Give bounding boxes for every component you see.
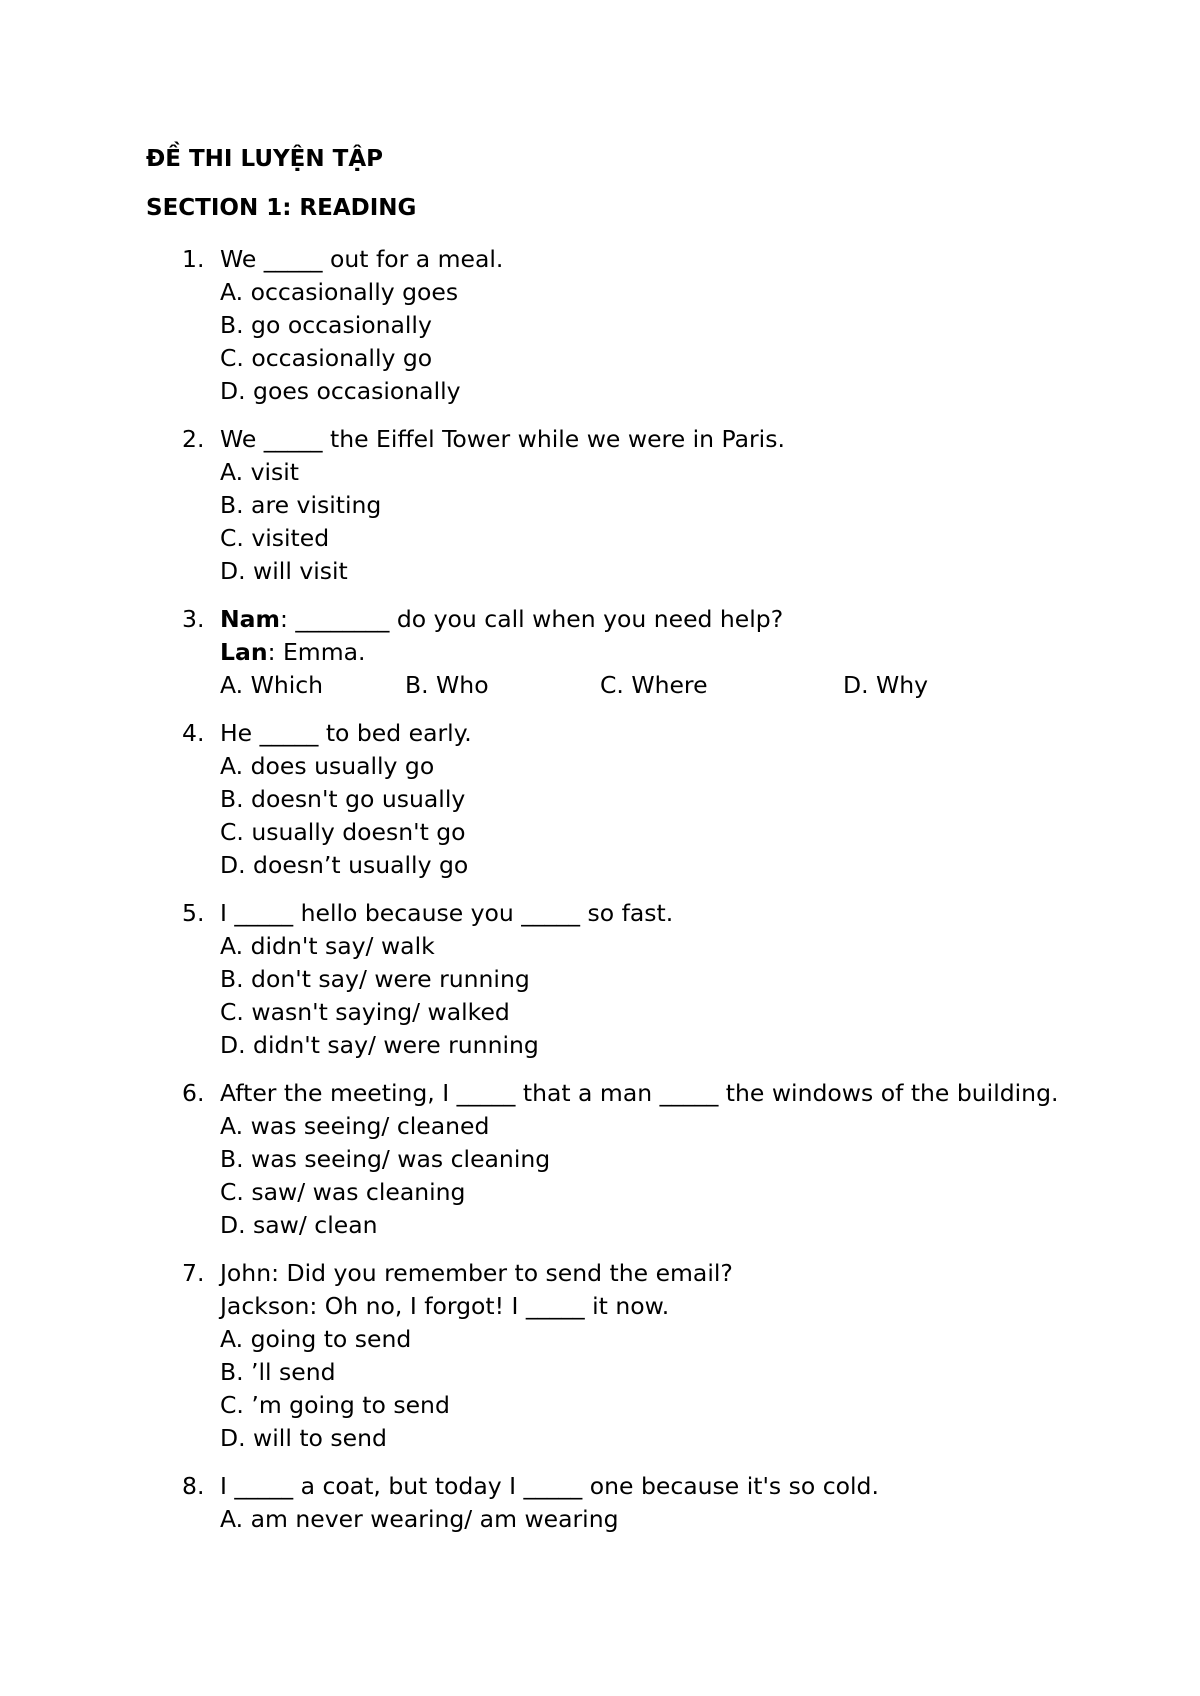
option-a: A. going to send bbox=[220, 1325, 412, 1353]
option-a: A. occasionally goes bbox=[220, 278, 459, 306]
question-4 bbox=[146, 717, 1080, 882]
option-a: A. am never wearing/ am wearing bbox=[220, 1505, 619, 1533]
option-c: C. ’m going to send bbox=[220, 1391, 450, 1419]
dialogue-line-2: Jackson: Oh no, I forgot! I _____ it now. bbox=[220, 1292, 670, 1320]
option-a: A. does usually go bbox=[220, 752, 435, 780]
question-8 bbox=[146, 1470, 1080, 1536]
document-title: ĐỀ THI LUYỆN TẬP bbox=[146, 146, 383, 172]
question-number: 3. bbox=[182, 605, 205, 633]
question-number: 7. bbox=[182, 1259, 205, 1287]
dialogue-line-1 bbox=[220, 603, 1080, 636]
question-stem: He _____ to bed early. bbox=[220, 719, 472, 747]
question-number: 1. bbox=[182, 245, 205, 273]
option-d: D. doesn’t usually go bbox=[220, 851, 469, 879]
question-number: 6. bbox=[182, 1079, 205, 1107]
dialogue-text: : ________ do you call when you need help? bbox=[280, 605, 784, 633]
option-b: B. are visiting bbox=[220, 491, 382, 519]
question-list bbox=[146, 243, 1080, 1536]
question-7 bbox=[146, 1257, 1080, 1455]
dialogue-text: : Emma. bbox=[267, 638, 366, 666]
option-a: A. visit bbox=[220, 458, 300, 486]
option-d: D. saw/ clean bbox=[220, 1211, 378, 1239]
question-3 bbox=[146, 603, 1080, 702]
option-b: B. doesn't go usually bbox=[220, 785, 466, 813]
option-d: D. didn't say/ were running bbox=[220, 1031, 539, 1059]
question-5 bbox=[146, 897, 1080, 1062]
inline-options bbox=[220, 669, 1080, 702]
option-c: C. wasn't saying/ walked bbox=[220, 998, 510, 1026]
question-stem: We _____ the Eiffel Tower while we were in Paris. bbox=[220, 425, 785, 453]
question-1 bbox=[146, 243, 1080, 408]
option-d: D. goes occasionally bbox=[220, 377, 461, 405]
option-b: B. ’ll send bbox=[220, 1358, 336, 1386]
option-c: C. Where bbox=[600, 671, 708, 699]
question-stem: We _____ out for a meal. bbox=[220, 245, 504, 273]
option-c: C. visited bbox=[220, 524, 330, 552]
question-number: 2. bbox=[182, 425, 205, 453]
option-b: B. was seeing/ was cleaning bbox=[220, 1145, 551, 1173]
speaker-name: Nam bbox=[220, 605, 281, 633]
option-b: B. don't say/ were running bbox=[220, 965, 530, 993]
option-d: D. Why bbox=[843, 671, 929, 699]
option-d: D. will to send bbox=[220, 1424, 387, 1452]
question-stem: I _____ a coat, but today I _____ one because it's so cold. bbox=[220, 1472, 879, 1500]
section-title: SECTION 1: READING bbox=[146, 195, 417, 221]
question-number: 8. bbox=[182, 1472, 205, 1500]
option-b: B. go occasionally bbox=[220, 311, 432, 339]
option-c: C. occasionally go bbox=[220, 344, 433, 372]
option-a: A. Which bbox=[220, 671, 324, 699]
question-6 bbox=[146, 1077, 1080, 1242]
option-c: C. saw/ was cleaning bbox=[220, 1178, 466, 1206]
option-d: D. will visit bbox=[220, 557, 348, 585]
option-c: C. usually doesn't go bbox=[220, 818, 466, 846]
question-stem: I _____ hello because you _____ so fast. bbox=[220, 899, 674, 927]
option-a: A. was seeing/ cleaned bbox=[220, 1112, 490, 1140]
question-2 bbox=[146, 423, 1080, 588]
option-b: B. Who bbox=[405, 671, 489, 699]
question-number: 5. bbox=[182, 899, 205, 927]
question-stem: After the meeting, I _____ that a man _____ the windows of the building. bbox=[220, 1079, 1059, 1107]
dialogue-line-2 bbox=[220, 636, 1080, 669]
question-number: 4. bbox=[182, 719, 205, 747]
dialogue-line-1: John: Did you remember to send the email? bbox=[220, 1259, 733, 1287]
option-a: A. didn't say/ walk bbox=[220, 932, 435, 960]
speaker-name: Lan bbox=[220, 638, 268, 666]
